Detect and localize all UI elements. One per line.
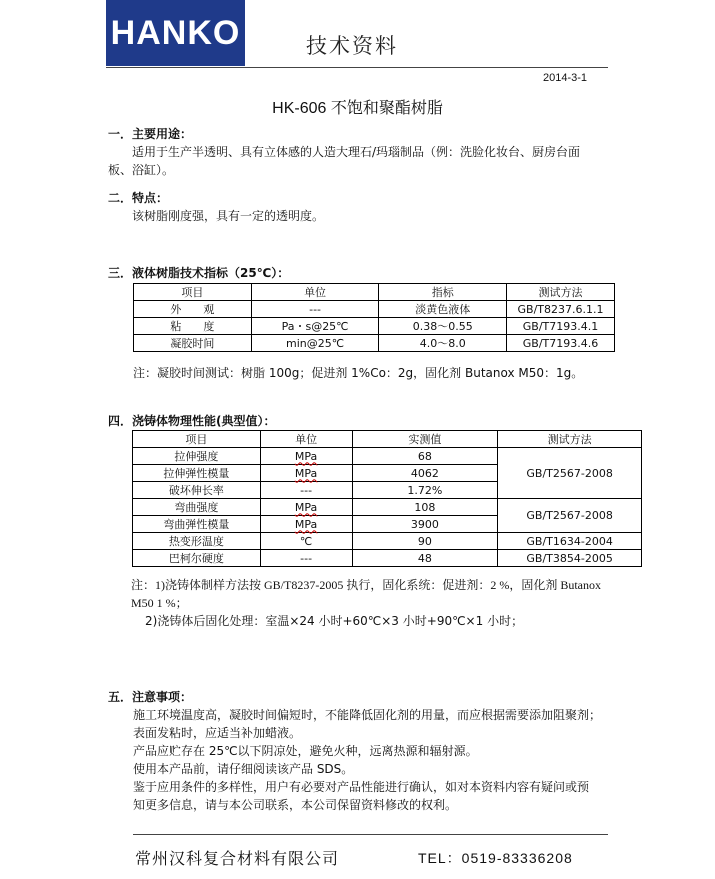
table-cell: 90 xyxy=(352,533,498,550)
column-header: 测试方法 xyxy=(507,284,615,301)
section-1-line-1: 适用于生产半透明、具有立体感的人造大理石/玛瑙制品（例：洗脸化妆台、厨房台面 xyxy=(132,145,581,159)
document-date: 2014-3-1 xyxy=(543,72,588,84)
header-divider xyxy=(106,67,608,68)
table-cell: Pa・s@25℃ xyxy=(251,318,379,335)
table-cell: GB/T1634-2004 xyxy=(498,533,642,550)
table-cell: 拉伸强度 xyxy=(133,448,261,465)
table-row xyxy=(133,533,642,550)
cast-properties-table xyxy=(132,430,642,567)
table-cell: --- xyxy=(260,550,352,567)
liquid-resin-spec-table xyxy=(133,283,615,352)
section-4-note-1-cont: M50 1 %； xyxy=(131,596,188,610)
table-cell: MPa xyxy=(260,499,352,516)
table-row xyxy=(134,335,615,352)
table-row xyxy=(133,499,642,516)
table-cell: 破坏伸长率 xyxy=(133,482,261,499)
section-4-note-2: 2)浇铸体后固化处理：室温×24 小时+60℃×3 小时+90℃×1 小时； xyxy=(145,614,524,628)
section-4-heading: 四．浇铸体物理性能(典型值）： xyxy=(108,414,276,428)
column-header: 项目 xyxy=(134,284,252,301)
column-header: 单位 xyxy=(260,431,352,448)
table-cell: 弯曲弹性模量 xyxy=(133,516,261,533)
table-cell: 外 观 xyxy=(134,301,252,318)
section-1-line-2: 板、浴缸）。 xyxy=(108,163,175,177)
footer-divider xyxy=(133,834,608,835)
column-header: 项目 xyxy=(133,431,261,448)
table-cell: 48 xyxy=(352,550,498,567)
table-cell: GB/T2567-2008 xyxy=(498,499,642,533)
table-cell: 凝胶时间 xyxy=(134,335,252,352)
section-3-note: 注：凝胶时间测试：树脂 100g；促进剂 1%Co：2g，固化剂 Butanox M50：1g。 xyxy=(133,366,584,380)
section-4-note-1: 注：1)浇铸体制样方法按 GB/T8237-2005 执行，固化系统：促进剂：2 %，固化剂 Butanox xyxy=(131,578,601,592)
table-cell: GB/T7193.4.1 xyxy=(507,318,615,335)
table-cell: 热变形温度 xyxy=(133,533,261,550)
table-cell: GB/T8237.6.1.1 xyxy=(507,301,615,318)
table-cell: 1.72% xyxy=(352,482,498,499)
table-cell: 弯曲强度 xyxy=(133,499,261,516)
logo-text: HANKO xyxy=(110,13,241,52)
table-cell: 0.38～0.55 xyxy=(379,318,507,335)
table-cell: 4.0～8.0 xyxy=(379,335,507,352)
section-5-line: 使用本产品前，请仔细阅读该产品 SDS。 xyxy=(133,762,354,776)
table-cell: min@25℃ xyxy=(251,335,379,352)
table-cell: 粘 度 xyxy=(134,318,252,335)
header-title: 技术资料 xyxy=(306,34,398,58)
table-cell: MPa xyxy=(260,448,352,465)
table-cell: 4062 xyxy=(352,465,498,482)
table-row xyxy=(134,301,615,318)
table-cell: 淡黄色液体 xyxy=(379,301,507,318)
table-cell: 巴柯尔硬度 xyxy=(133,550,261,567)
table-cell: MPa xyxy=(260,465,352,482)
section-2-line-1: 该树脂刚度强，具有一定的透明度。 xyxy=(132,209,325,223)
section-5-line: 表面发粘时，应适当补加蜡液。 xyxy=(133,726,302,740)
section-5-line: 知更多信息，请与本公司联系，本公司保留资料修改的权利。 xyxy=(133,798,458,812)
table-header-row xyxy=(133,431,642,448)
column-header: 指标 xyxy=(379,284,507,301)
section-5-line: 产品应贮存在 25℃以下阴凉处，避免火种，远离热源和辐射源。 xyxy=(133,744,478,758)
table-cell: MPa xyxy=(260,516,352,533)
section-3-heading: 三．液体树脂技术指标（25℃）： xyxy=(108,266,290,280)
table-row xyxy=(133,550,642,567)
section-5-heading: 五．注意事项： xyxy=(108,690,193,704)
section-1-heading: 一．主要用途： xyxy=(108,127,193,141)
table-cell: GB/T3854-2005 xyxy=(498,550,642,567)
company-logo xyxy=(106,0,245,66)
table-cell: 拉伸弹性模量 xyxy=(133,465,261,482)
table-cell: GB/T7193.4.6 xyxy=(507,335,615,352)
column-header: 单位 xyxy=(251,284,379,301)
column-header: 测试方法 xyxy=(498,431,642,448)
footer-company-name: 常州汉科复合材料有限公司 xyxy=(135,849,340,868)
table-cell: --- xyxy=(251,301,379,318)
section-5-line: 施工环境温度高，凝胶时间偏短时，不能降低固化剂的用量，而应根据需要添加阻聚剂； xyxy=(133,708,602,722)
document-title: HK-606 不饱和聚酯树脂 xyxy=(272,100,443,117)
section-5-line: 鉴于应用条件的多样性，用户有必要对产品性能进行确认，如对本资料内容有疑问或预 xyxy=(133,780,590,794)
table-cell: 68 xyxy=(352,448,498,465)
column-header: 实测值 xyxy=(352,431,498,448)
section-2-heading: 二．特点： xyxy=(108,191,169,205)
table-cell: 108 xyxy=(352,499,498,516)
table-row xyxy=(134,318,615,335)
table-header-row xyxy=(134,284,615,301)
table-cell: GB/T2567-2008 xyxy=(498,448,642,499)
footer-telephone: TEL：0519-83336208 xyxy=(418,850,573,866)
table-cell: ℃ xyxy=(260,533,352,550)
table-cell: 3900 xyxy=(352,516,498,533)
table-row xyxy=(133,448,642,465)
table-cell: --- xyxy=(260,482,352,499)
